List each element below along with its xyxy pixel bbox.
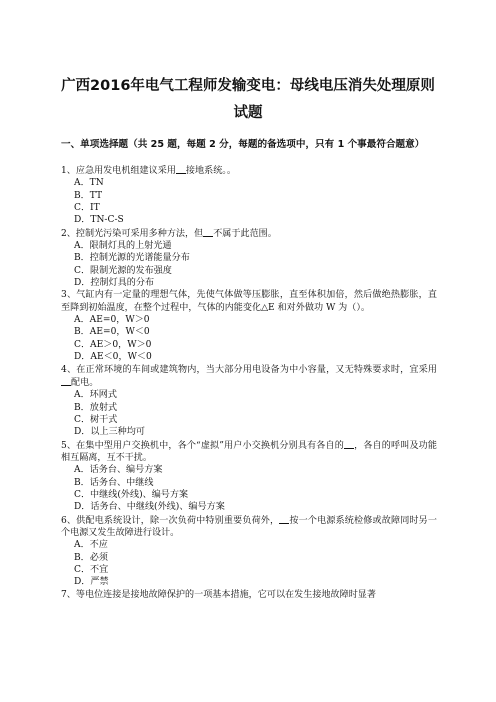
question-text-continued: ，各自的呼叫及功能相互隔离，互不干扰。 (61, 440, 437, 463)
question-text: 2、控制光污染可采用多种方法，但 (61, 228, 204, 239)
answer-option: B．控制光源的光谱能量分布 (74, 253, 190, 264)
question-text: 5、在集中型用户交换机中，各个“虚拟”用户小交换机分别具有各自的 (61, 440, 344, 451)
answer-option: C．IT (74, 203, 100, 214)
answer-option: D．严禁 (74, 577, 109, 588)
question-stem (61, 289, 437, 314)
question-text: 1、应急用发电机组建议采用 (61, 166, 176, 176)
answer-option: A．话务台、编号方案 (74, 465, 163, 476)
section-heading: 一、单项选择题（共 25 题，每题 2 分，每题的备选项中，只有 1 个事最符合题意） (61, 139, 425, 150)
answer-blank (176, 164, 186, 174)
question-text-continued: 配电。 (71, 377, 99, 388)
answer-blank (61, 376, 71, 386)
answer-option: C．中继线(外线)、编号方案 (74, 489, 189, 500)
answer-option: C．不宜 (74, 565, 109, 575)
answer-option: C．树干式 (74, 414, 118, 425)
answer-option: B．AE=0，W＜0 (74, 327, 150, 338)
answer-option: A．TN (74, 178, 104, 189)
question-stem (61, 227, 437, 240)
answer-option: B．TT (74, 190, 103, 201)
answer-option: B．必须 (74, 552, 108, 563)
question-text: 3、气缸内有一定量的理想气体，先使气体做等压膨胀，直至体积加倍，然后做绝热膨胀，直至降到初始温度，在整个过程中，气体的内能变化△E 和对外做功 W 为（）。 (61, 290, 437, 313)
answer-option: B．话务台、中继线 (74, 477, 154, 488)
question-stem (61, 164, 437, 177)
answer-option: A．不应 (74, 540, 108, 551)
question-text: 4、在正常环境的车间或建筑物内，当大部分用电设备为中小容量，又无特殊要求时，宜采用 (61, 364, 437, 375)
question-stem (61, 514, 437, 540)
document-title-line-1: 广西2016年电气工程师发输变电：母线电压消失处理原则 (61, 78, 435, 94)
question-text-continued: 不属于此范围。 (213, 228, 277, 239)
answer-option: D．AE＜0，W＜0 (74, 352, 152, 363)
answer-option: A．限制灯具的上射光通 (74, 241, 172, 252)
question-stem (61, 439, 437, 465)
answer-option: A．环网式 (74, 390, 117, 401)
document-title-line-2: 试题 (233, 105, 263, 121)
answer-option: D．以上三种均可 (74, 427, 145, 438)
answer-option: C．AE＞0，W＞0 (74, 339, 152, 350)
answer-blank (203, 227, 213, 237)
answer-option: A．AE=0，W＞0 (74, 315, 150, 326)
question-text: 6、供配电系统设计，除一次负荷中特别重要负荷外， (61, 515, 280, 526)
question-text-continued: 按一个电源系统检修或故障同时另一个电源又发生故障进行设计。 (61, 515, 437, 538)
answer-option: D．控制灯具的分布 (74, 278, 155, 289)
answer-option: D．TN-C-S (74, 215, 124, 226)
question-list (61, 164, 437, 601)
answer-option: D．话务台、中继线(外线)、编号方案 (74, 502, 225, 513)
question-text-continued: 接地系统。。 (185, 166, 236, 176)
answer-blank (344, 439, 354, 449)
question-stem (61, 589, 437, 601)
answer-option: C．限制光源的发布强度 (74, 265, 172, 276)
question-stem (61, 364, 437, 390)
answer-option: B．放射式 (74, 402, 118, 413)
answer-blank (279, 514, 289, 524)
question-text: 7、等电位连接是接地故障保护的一项基本措施，它可以在发生接地故障时显著 (61, 589, 376, 600)
